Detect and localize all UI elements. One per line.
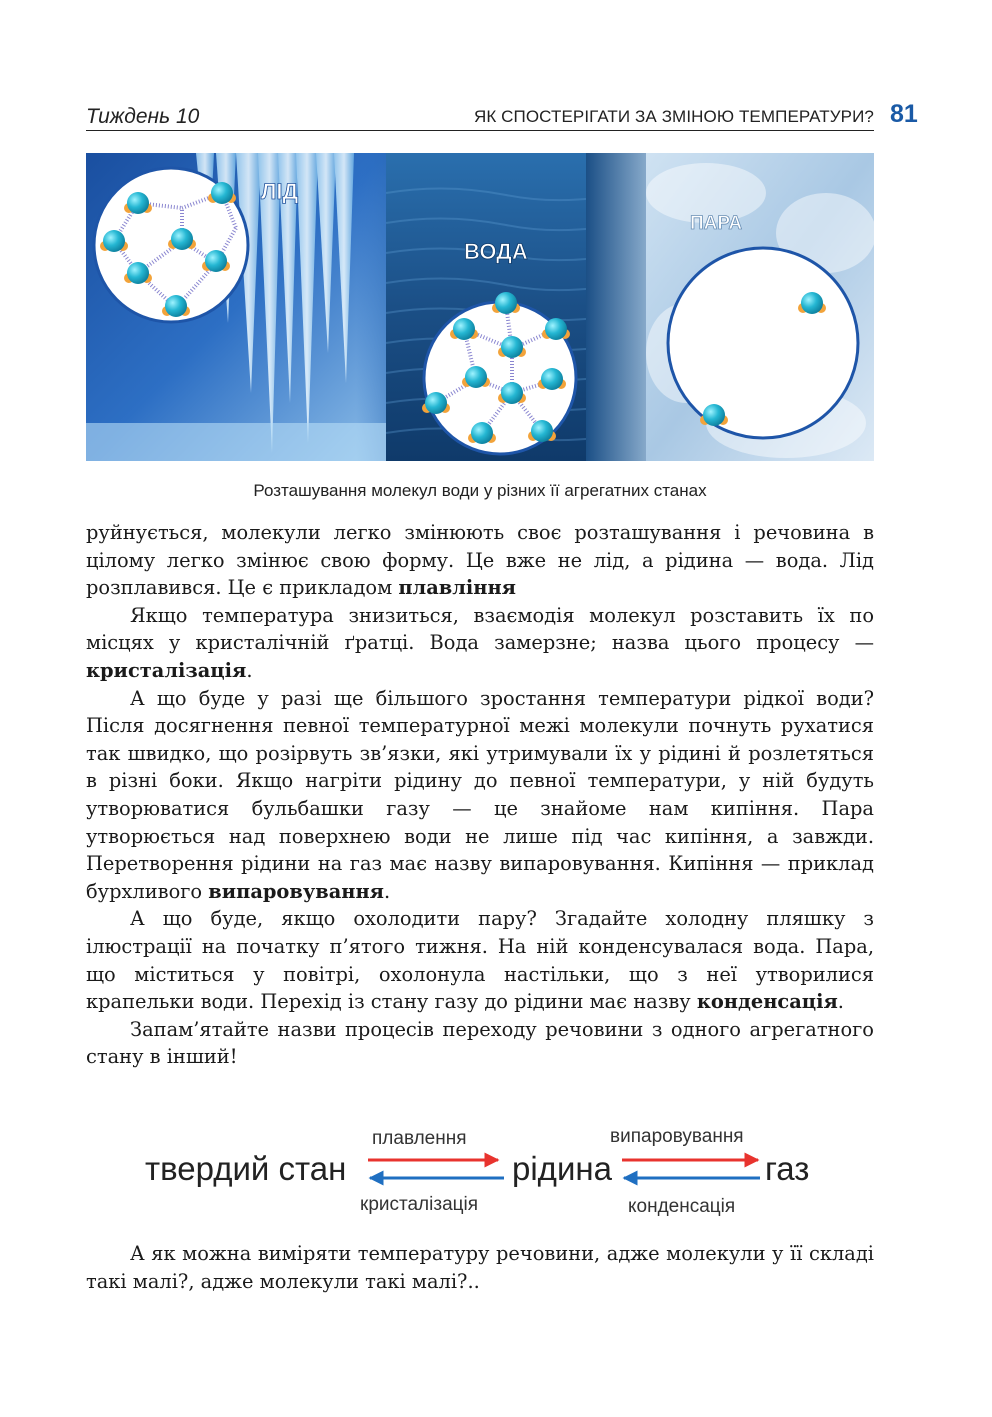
closing-text (86, 1240, 874, 1295)
paragraph-crystallization: Якщо температура знизиться, взаємодія молекул розставить їх по місцях у кристалічній ґратці. Вода замерзне; назва цього процесу — кристалізація. (86, 603, 874, 682)
label-ice: ЛІД (261, 179, 299, 204)
molecules-illustration (86, 153, 874, 461)
paragraph-melting: руйнується, молекули легко змінюють своє розташування і речовина в цілому легко змінює свою форму. Це вже не лід, а рідина — вода. Лід розплавився. Це є прикладом плавління (86, 521, 874, 600)
week-label: Тиждень 10 (86, 105, 200, 128)
label-condensation: конденсація (628, 1196, 736, 1217)
term-evaporation: випаровування (208, 879, 385, 903)
figure-caption: Розташування молекул води у різних її агрегатних станах (253, 481, 707, 500)
states-of-water-figure (86, 153, 874, 461)
page-number: 81 (890, 100, 918, 128)
label-steam: ПАРА (690, 213, 743, 234)
chapter-title: ЯК СПОСТЕРІГАТИ ЗА ЗМІНОЮ ТЕМПЕРАТУРИ? (473, 107, 874, 126)
state-gas: газ (765, 1150, 810, 1187)
label-evaporation: випаровування (610, 1126, 744, 1147)
state-liquid: рідина (512, 1150, 612, 1187)
phase-diagram (140, 1120, 840, 1220)
label-crystallization: кристалізація (360, 1194, 479, 1215)
term-melting: плавління (398, 576, 516, 600)
paragraph-question: А як можна виміряти температуру речовини, адже молекули у її складі такі малі?, адже молекули такі малі?.. (86, 1242, 874, 1293)
phase-transition-scheme (140, 1120, 840, 1220)
page-header (86, 100, 874, 131)
state-solid: твердий стан (145, 1150, 347, 1187)
label-water: ВОДА (464, 239, 528, 264)
paragraph-condensation: А що буде, якщо охолодити пару? Згадайте холодну пляшку з ілюстрації на початку п’ятого тижня. На ній конденсувалася вода. Пара, що міститься у повітрі, охолонула настільки, що з неї утворилися крапельки води. Перехід із стану газу до рідини має назву конденсація. (86, 907, 874, 1014)
paragraph-remember: Запам’ятайте назви процесів переходу речовини з одного агрегатного стану в інший! (86, 1017, 874, 1069)
paragraph-evaporation: А що буде у разі ще більшого зростання температури рідкої води? Після досягнення певної температурної межі молекули почнуть рухатися так швидко, що розірвуть зв’язки, які утримували їх у рідині й розлетяться в різні боки. Якщо нагріти рідину до певної температури, у ній будуть утворюватися бульбашки газу — це знайоме нам кипіння. Пара утворюється над поверхнею води не лише під час кипіння, а завжди. Перетворення рідини на газ має назву випаровування. Кипіння — приклад бурхливого випаровування. (86, 686, 874, 903)
term-crystallization: кристалізація (86, 658, 247, 682)
term-condensation: конденсація (696, 990, 838, 1014)
body-text (86, 519, 874, 1071)
label-melting: плавлення (372, 1128, 467, 1149)
